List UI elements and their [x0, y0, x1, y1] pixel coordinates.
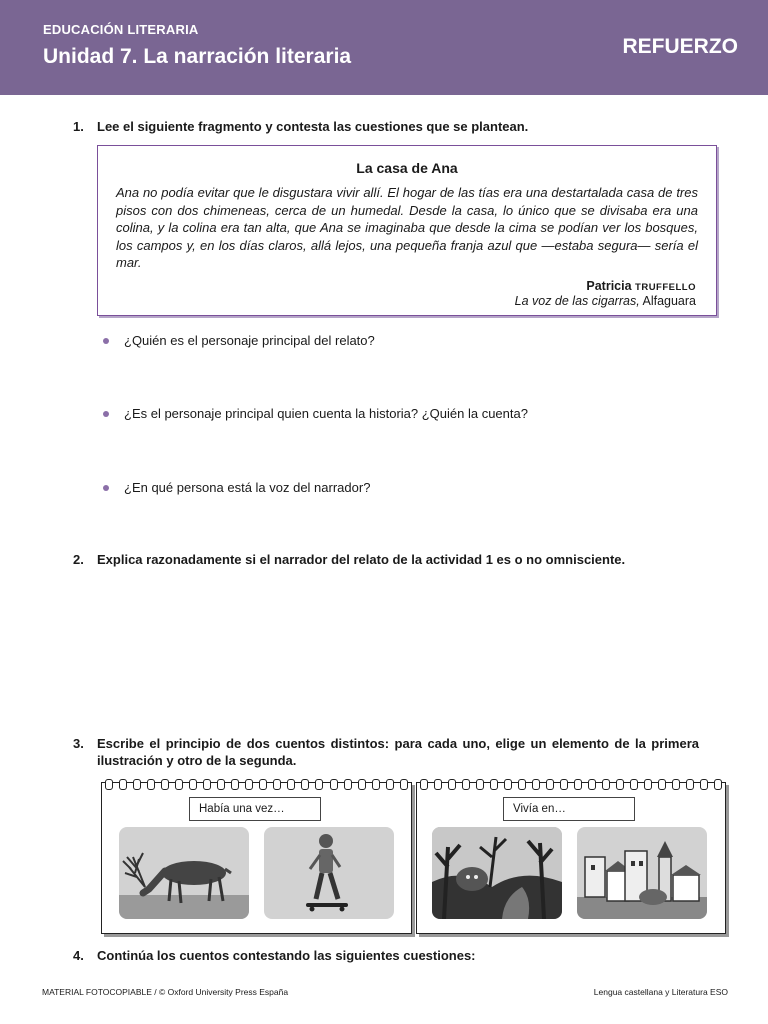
- fragment-body: Ana no podía evitar que le disgustara vivir allí. El hogar de las tías era una destartalada casa de tres pisos con dos chimeneas, cerca de un humedal. Desde la casa, lo único que se divisaba era una colina, y la colina era tan alta, que Ana se imaginaba que desde la cima se podían ver los bosques, los campos y, en los días claros, allá lejos, una pequeña franja azul que —estaba segura— sería el mar.: [116, 185, 698, 271]
- village-illustration: [577, 827, 707, 919]
- question-number: 3.: [73, 736, 84, 751]
- question-number: 4.: [73, 948, 84, 963]
- question-text: Explica razonadamente si el narrador del relato de la actividad 1 es o no omnisciente.: [97, 552, 626, 567]
- bullet-icon: [103, 485, 109, 491]
- deer-illustration: [119, 827, 249, 919]
- fragment-source: [515, 294, 696, 308]
- header-kicker: EDUCACIÓN LITERARIA: [43, 22, 199, 37]
- question-text: Escribe el principio de dos cuentos distintos: para cada uno, elige un elemento de la primera ilustración y otro de la segunda.: [97, 736, 699, 768]
- sub-question-2: ¿Es el personaje principal quien cuenta la historia? ¿Quién la cuenta?: [124, 406, 528, 421]
- bullet-icon: [103, 338, 109, 344]
- spiral-binding: [417, 779, 725, 793]
- question-text: Continúa los cuentos contestando las siguientes cuestiones:: [97, 948, 476, 963]
- skateboarder-illustration: [264, 827, 394, 919]
- question-text: Lee el siguiente fragmento y contesta las cuestiones que se plantean.: [97, 119, 529, 134]
- page-title: Unidad 7. La narración literaria: [43, 45, 352, 68]
- story-start-label: Había una vez…: [189, 797, 321, 821]
- sub-question-3: ¿En qué persona está la voz del narrador?: [124, 480, 371, 495]
- bullet-icon: [103, 411, 109, 417]
- illustration-notebook-2: [416, 782, 726, 934]
- story-place-label: Vivía en…: [503, 797, 635, 821]
- author-first-name: Patricia: [586, 279, 632, 293]
- level-badge: REFUERZO: [622, 35, 738, 58]
- footer-copyright: MATERIAL FOTOCOPIABLE / © Oxford University Press España: [42, 987, 289, 997]
- illustration-notebook-1: [101, 782, 412, 934]
- source-title: La voz de las cigarras,: [514, 294, 640, 308]
- source-publisher: Alfaguara: [642, 294, 696, 308]
- question-number: 2.: [73, 552, 84, 567]
- fragment-author: [586, 279, 696, 293]
- dark-forest-illustration: [432, 827, 562, 919]
- reading-fragment-box: [97, 145, 717, 316]
- footer-subject: Lengua castellana y Literatura ESO: [593, 987, 728, 997]
- fragment-title: La casa de Ana: [356, 160, 458, 176]
- spiral-binding: [102, 779, 411, 793]
- page-header: [0, 0, 768, 95]
- sub-question-1: ¿Quién es el personaje principal del relato?: [124, 333, 375, 348]
- question-number: 1.: [73, 119, 84, 134]
- author-last-name: TRUFFELLO: [635, 282, 696, 293]
